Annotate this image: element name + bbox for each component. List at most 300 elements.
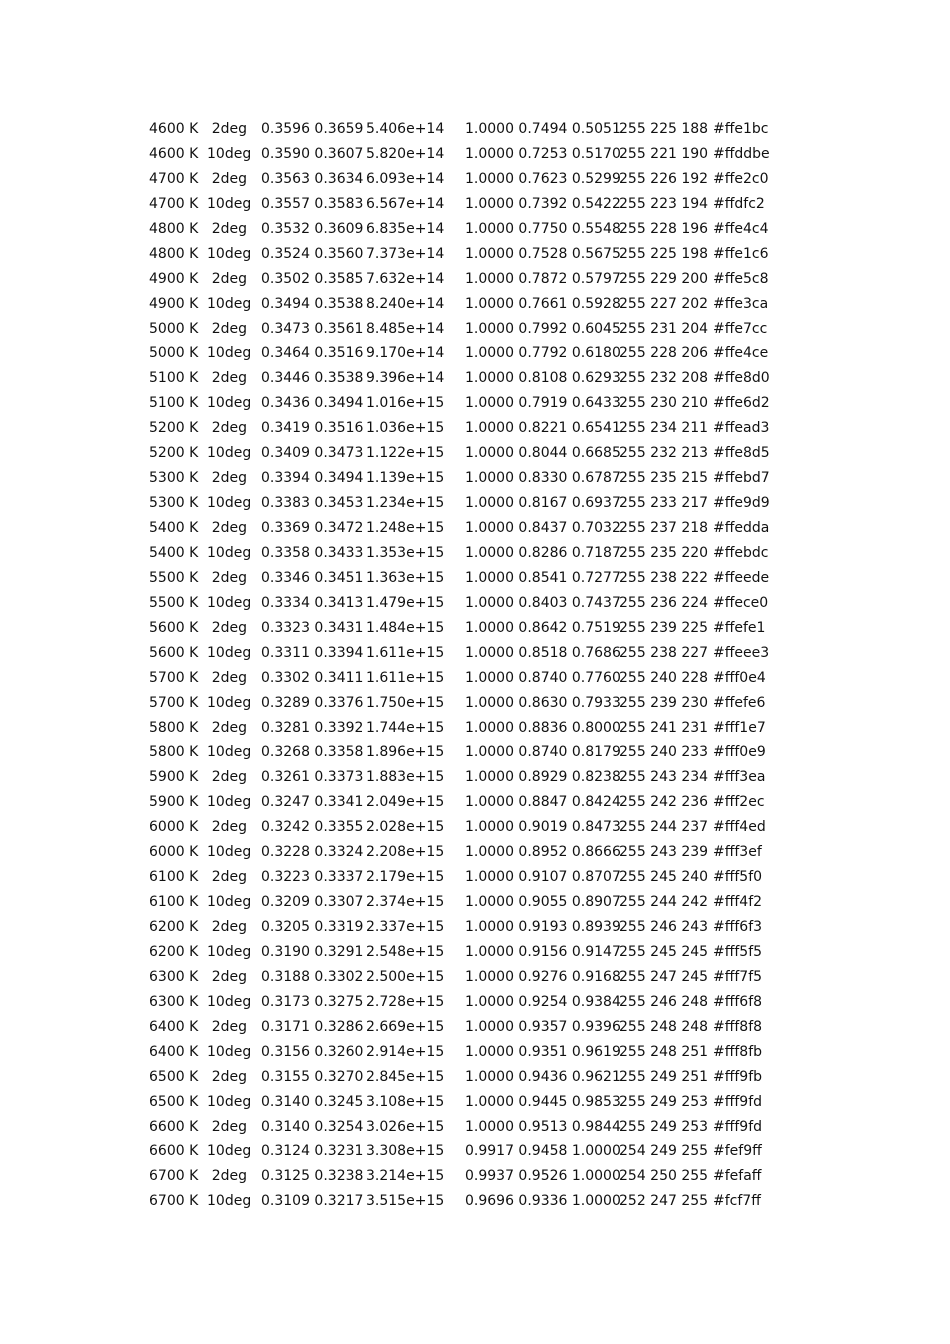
temperature-cell: 5200 K (149, 445, 199, 462)
table-row (148, 466, 788, 491)
observer-cell: 10deg (207, 145, 252, 162)
rgb-cell: 255 242 236 (619, 794, 709, 811)
rgb-cell: 255 232 208 (619, 370, 709, 387)
chromaticity-cell: 0.3173 0.3275 (261, 993, 364, 1010)
chromaticity-cell: 0.3532 0.3609 (261, 220, 364, 237)
observer-cell: 10deg (207, 894, 252, 911)
power-cell: 7.632e+14 (366, 270, 445, 287)
hex-color-cell: #fff1e7 (713, 719, 766, 736)
chromaticity-cell: 0.3419 0.3516 (261, 420, 364, 437)
temperature-cell: 4800 K (149, 245, 199, 262)
rgb-cell: 255 240 233 (619, 744, 709, 761)
hex-color-cell: #fff0e9 (713, 744, 766, 761)
chromaticity-cell: 0.3473 0.3561 (261, 320, 364, 337)
hex-color-cell: #fef9ff (713, 1143, 762, 1160)
observer-cell: 10deg (207, 993, 252, 1010)
chromaticity-cell: 0.3494 0.3538 (261, 295, 364, 312)
observer-cell: 2deg (211, 470, 247, 487)
observer-cell: 2deg (211, 320, 247, 337)
hex-color-cell: #ffe1c6 (713, 245, 769, 262)
temperature-cell: 5300 K (149, 495, 199, 512)
chromaticity-cell: 0.3228 0.3324 (261, 844, 364, 861)
hex-color-cell: #ffe3ca (713, 295, 769, 312)
power-cell: 3.515e+15 (366, 1193, 445, 1210)
temperature-cell: 5900 K (149, 769, 199, 786)
observer-cell: 10deg (207, 195, 252, 212)
rgb-cell: 255 238 227 (619, 644, 709, 661)
chromaticity-cell: 0.3247 0.3341 (261, 794, 364, 811)
power-cell: 1.883e+15 (366, 769, 445, 786)
rgb-cell: 255 230 210 (619, 395, 709, 412)
power-cell: 1.896e+15 (366, 744, 445, 761)
temperature-cell: 5800 K (149, 719, 199, 736)
power-cell: 2.914e+15 (366, 1043, 445, 1060)
table-row (148, 940, 788, 965)
table-row (148, 142, 788, 167)
power-cell: 2.548e+15 (366, 943, 445, 960)
power-cell: 3.308e+15 (366, 1143, 445, 1160)
rgb-cell: 255 241 231 (619, 719, 709, 736)
chromaticity-cell: 0.3261 0.3373 (261, 769, 364, 786)
table-row (148, 840, 788, 865)
temperature-cell: 6700 K (149, 1168, 199, 1185)
rgb-cell: 255 245 245 (619, 943, 709, 960)
observer-cell: 10deg (207, 644, 252, 661)
rgb-cell: 255 237 218 (619, 520, 709, 536)
hex-color-cell: #ffeede (713, 569, 770, 586)
rgb-cell: 255 248 248 (619, 1018, 709, 1035)
hex-color-cell: #fcf7ff (713, 1193, 761, 1210)
table-row (148, 1115, 788, 1140)
temperature-cell: 6600 K (149, 1118, 199, 1135)
hex-color-cell: #fff9fb (713, 1068, 763, 1085)
rgb-cell: 255 248 251 (619, 1043, 709, 1060)
normalized-rgb-cell: 1.0000 0.9357 0.9396 (465, 1018, 621, 1035)
observer-cell: 2deg (211, 968, 247, 985)
rgb-cell: 255 245 240 (619, 869, 709, 886)
table-row (148, 541, 788, 566)
table-row (148, 616, 788, 641)
observer-cell: 10deg (207, 794, 252, 811)
rgb-cell: 255 238 222 (619, 569, 709, 586)
observer-cell: 2deg (211, 819, 247, 836)
rgb-cell: 255 246 243 (619, 919, 709, 935)
table-row (148, 915, 788, 940)
table-row (148, 391, 788, 416)
power-cell: 1.353e+15 (366, 544, 445, 561)
power-cell: 3.214e+15 (366, 1168, 445, 1185)
observer-cell: 10deg (207, 1193, 252, 1210)
chromaticity-cell: 0.3563 0.3634 (261, 170, 364, 187)
table-row (148, 815, 788, 840)
normalized-rgb-cell: 1.0000 0.8518 0.7686 (465, 644, 621, 661)
normalized-rgb-cell: 1.0000 0.8221 0.6541 (465, 420, 621, 437)
chromaticity-cell: 0.3334 0.3413 (261, 594, 364, 611)
normalized-rgb-cell: 1.0000 0.8836 0.8000 (465, 719, 621, 736)
temperature-cell: 5500 K (149, 569, 199, 586)
normalized-rgb-cell: 0.9696 0.9336 1.0000 (465, 1193, 621, 1210)
rgb-cell: 255 243 239 (619, 844, 709, 861)
chromaticity-cell: 0.3223 0.3337 (261, 869, 364, 886)
rgb-cell: 255 244 242 (619, 894, 709, 911)
normalized-rgb-cell: 0.9917 0.9458 1.0000 (465, 1143, 621, 1160)
rgb-cell: 255 249 253 (619, 1093, 709, 1110)
observer-cell: 2deg (211, 619, 247, 636)
rgb-cell: 255 228 206 (619, 345, 709, 362)
rgb-cell: 255 249 251 (619, 1068, 709, 1085)
observer-cell: 2deg (211, 919, 247, 935)
hex-color-cell: #fff8f8 (713, 1018, 763, 1035)
chromaticity-cell: 0.3124 0.3231 (261, 1143, 364, 1160)
table-row (148, 441, 788, 466)
hex-color-cell: #fff3ef (713, 844, 762, 861)
rgb-cell: 255 247 245 (619, 968, 709, 985)
hex-color-cell: #fff6f3 (713, 919, 763, 935)
chromaticity-cell: 0.3205 0.3319 (261, 919, 364, 935)
table-row (148, 366, 788, 391)
normalized-rgb-cell: 1.0000 0.9156 0.9147 (465, 943, 621, 960)
hex-color-cell: #ffe9d9 (713, 495, 770, 512)
hex-color-cell: #ffdfc2 (713, 195, 765, 212)
chromaticity-cell: 0.3502 0.3585 (261, 270, 364, 287)
chromaticity-cell: 0.3171 0.3286 (261, 1018, 364, 1035)
chromaticity-cell: 0.3358 0.3433 (261, 544, 364, 561)
normalized-rgb-cell: 1.0000 0.7992 0.6045 (465, 320, 621, 337)
observer-cell: 10deg (207, 295, 252, 312)
power-cell: 2.845e+15 (366, 1068, 445, 1085)
normalized-rgb-cell: 1.0000 0.8740 0.7760 (465, 669, 621, 686)
hex-color-cell: #fff6f8 (713, 993, 763, 1010)
table-row (148, 716, 788, 741)
temperature-cell: 4900 K (149, 270, 199, 287)
observer-cell: 2deg (211, 1068, 247, 1085)
chromaticity-cell: 0.3242 0.3355 (261, 819, 364, 836)
normalized-rgb-cell: 1.0000 0.8541 0.7277 (465, 569, 621, 586)
chromaticity-cell: 0.3140 0.3254 (261, 1118, 364, 1135)
power-cell: 9.170e+14 (366, 345, 445, 362)
normalized-rgb-cell: 1.0000 0.8929 0.8238 (465, 769, 621, 786)
observer-cell: 10deg (207, 1043, 252, 1060)
table-row (148, 641, 788, 666)
rgb-cell: 255 231 204 (619, 320, 709, 337)
table-row (148, 516, 788, 541)
temperature-cell: 5400 K (149, 544, 199, 561)
rgb-cell: 255 244 237 (619, 819, 709, 836)
chromaticity-cell: 0.3369 0.3472 (261, 520, 364, 536)
observer-cell: 2deg (211, 370, 247, 387)
table-row (148, 965, 788, 990)
temperature-cell: 5100 K (149, 395, 199, 412)
hex-color-cell: #ffe6d2 (713, 395, 770, 412)
rgb-cell: 255 235 215 (619, 470, 709, 487)
table-row (148, 292, 788, 317)
normalized-rgb-cell: 1.0000 0.8642 0.7519 (465, 619, 621, 636)
hex-color-cell: #fff9fd (713, 1093, 763, 1110)
hex-color-cell: #ffe1bc (713, 121, 769, 137)
observer-cell: 10deg (207, 594, 252, 611)
table-row (148, 117, 788, 142)
hex-color-cell: #fff3ea (713, 769, 766, 786)
hex-color-cell: #fff5f0 (713, 869, 763, 886)
chromaticity-cell: 0.3281 0.3392 (261, 719, 364, 736)
table-row (148, 566, 788, 591)
rgb-cell: 255 225 188 (619, 121, 709, 137)
power-cell: 2.669e+15 (366, 1018, 445, 1035)
power-cell: 2.049e+15 (366, 794, 445, 811)
rgb-cell: 255 240 228 (619, 669, 709, 686)
table-row (148, 1090, 788, 1115)
normalized-rgb-cell: 1.0000 0.8286 0.7187 (465, 544, 621, 561)
normalized-rgb-cell: 1.0000 0.9513 0.9844 (465, 1118, 621, 1135)
rgb-cell: 255 233 217 (619, 495, 709, 512)
observer-cell: 2deg (211, 569, 247, 586)
power-cell: 6.567e+14 (366, 195, 445, 212)
hex-color-cell: #ffead3 (713, 420, 770, 437)
table-row (148, 740, 788, 765)
table-row (148, 1189, 788, 1214)
rgb-cell: 255 246 248 (619, 993, 709, 1010)
power-cell: 8.240e+14 (366, 295, 445, 312)
chromaticity-cell: 0.3268 0.3358 (261, 744, 364, 761)
temperature-cell: 5200 K (149, 420, 199, 437)
table-row (148, 865, 788, 890)
chromaticity-cell: 0.3188 0.3302 (261, 968, 364, 985)
normalized-rgb-cell: 1.0000 0.9254 0.9384 (465, 993, 621, 1010)
power-cell: 1.750e+15 (366, 694, 445, 711)
rgb-cell: 255 229 200 (619, 270, 709, 287)
observer-cell: 10deg (207, 495, 252, 512)
chromaticity-cell: 0.3590 0.3607 (261, 145, 364, 162)
power-cell: 1.122e+15 (366, 445, 445, 462)
chromaticity-cell: 0.3190 0.3291 (261, 943, 364, 960)
rgb-cell: 254 249 255 (619, 1143, 709, 1160)
table-row (148, 416, 788, 441)
temperature-cell: 5800 K (149, 744, 199, 761)
power-cell: 2.374e+15 (366, 894, 445, 911)
temperature-cell: 4700 K (149, 195, 199, 212)
hex-color-cell: #fff7f5 (713, 968, 763, 985)
table-row (148, 591, 788, 616)
table-row (148, 1015, 788, 1040)
normalized-rgb-cell: 1.0000 0.7623 0.5299 (465, 170, 621, 187)
temperature-cell: 5900 K (149, 794, 199, 811)
hex-color-cell: #fff8fb (713, 1043, 763, 1060)
rgb-cell: 255 239 225 (619, 619, 709, 636)
hex-color-cell: #ffefe6 (713, 694, 766, 711)
power-cell: 1.234e+15 (366, 495, 445, 512)
temperature-cell: 4800 K (149, 220, 199, 237)
rgb-cell: 254 250 255 (619, 1168, 709, 1185)
chromaticity-cell: 0.3557 0.3583 (261, 195, 364, 212)
power-cell: 9.396e+14 (366, 370, 445, 387)
table-row (148, 1065, 788, 1090)
observer-cell: 10deg (207, 345, 252, 362)
observer-cell: 2deg (211, 869, 247, 886)
hex-color-cell: #ffedda (713, 520, 770, 536)
observer-cell: 2deg (211, 1118, 247, 1135)
chromaticity-cell: 0.3323 0.3431 (261, 619, 364, 636)
temperature-cell: 4700 K (149, 170, 199, 187)
normalized-rgb-cell: 1.0000 0.8437 0.7032 (465, 520, 621, 536)
hex-color-cell: #ffe5c8 (713, 270, 769, 287)
hex-color-cell: #ffe8d0 (713, 370, 770, 387)
blackbody-color-table (148, 117, 788, 1214)
hex-color-cell: #ffe4c4 (713, 220, 769, 237)
rgb-cell: 255 236 224 (619, 594, 709, 611)
hex-color-cell: #fff4ed (713, 819, 766, 836)
chromaticity-cell: 0.3394 0.3494 (261, 470, 364, 487)
chromaticity-cell: 0.3464 0.3516 (261, 345, 364, 362)
observer-cell: 2deg (211, 1018, 247, 1035)
normalized-rgb-cell: 1.0000 0.7494 0.5051 (465, 121, 621, 137)
hex-color-cell: #ffe4ce (713, 345, 769, 362)
observer-cell: 10deg (207, 744, 252, 761)
hex-color-cell: #fff0e4 (713, 669, 766, 686)
hex-color-cell: #ffe2c0 (713, 170, 769, 187)
chromaticity-cell: 0.3409 0.3473 (261, 445, 364, 462)
temperature-cell: 5000 K (149, 320, 199, 337)
power-cell: 3.108e+15 (366, 1093, 445, 1110)
normalized-rgb-cell: 1.0000 0.9055 0.8907 (465, 894, 621, 911)
power-cell: 1.479e+15 (366, 594, 445, 611)
table-row (148, 192, 788, 217)
power-cell: 2.179e+15 (366, 869, 445, 886)
temperature-cell: 6300 K (149, 968, 199, 985)
chromaticity-cell: 0.3311 0.3394 (261, 644, 364, 661)
rgb-cell: 255 225 198 (619, 245, 709, 262)
normalized-rgb-cell: 1.0000 0.7253 0.5170 (465, 145, 621, 162)
normalized-rgb-cell: 1.0000 0.9276 0.9168 (465, 968, 621, 985)
chromaticity-cell: 0.3596 0.3659 (261, 121, 364, 137)
temperature-cell: 6500 K (149, 1093, 199, 1110)
hex-color-cell: #ffebdc (713, 544, 769, 561)
observer-cell: 10deg (207, 245, 252, 262)
table-row (148, 691, 788, 716)
table-row (148, 1040, 788, 1065)
rgb-cell: 255 239 230 (619, 694, 709, 711)
temperature-cell: 4900 K (149, 295, 199, 312)
chromaticity-cell: 0.3289 0.3376 (261, 694, 364, 711)
normalized-rgb-cell: 0.9937 0.9526 1.0000 (465, 1168, 621, 1185)
observer-cell: 10deg (207, 544, 252, 561)
chromaticity-cell: 0.3436 0.3494 (261, 395, 364, 412)
rgb-cell: 255 223 194 (619, 195, 709, 212)
power-cell: 1.248e+15 (366, 520, 445, 536)
temperature-cell: 6200 K (149, 943, 199, 960)
power-cell: 1.363e+15 (366, 569, 445, 586)
chromaticity-cell: 0.3140 0.3245 (261, 1093, 364, 1110)
table-row (148, 341, 788, 366)
temperature-cell: 6000 K (149, 844, 199, 861)
power-cell: 1.484e+15 (366, 619, 445, 636)
chromaticity-cell: 0.3155 0.3270 (261, 1068, 364, 1085)
hex-color-cell: #fff5f5 (713, 943, 763, 960)
normalized-rgb-cell: 1.0000 0.7750 0.5548 (465, 220, 621, 237)
chromaticity-cell: 0.3383 0.3453 (261, 495, 364, 512)
power-cell: 6.093e+14 (366, 170, 445, 187)
observer-cell: 2deg (211, 420, 247, 437)
table-row (148, 317, 788, 342)
chromaticity-cell: 0.3446 0.3538 (261, 370, 364, 387)
rgb-cell: 255 228 196 (619, 220, 709, 237)
observer-cell: 10deg (207, 445, 252, 462)
chromaticity-cell: 0.3302 0.3411 (261, 669, 364, 686)
rgb-cell: 255 235 220 (619, 544, 709, 561)
normalized-rgb-cell: 1.0000 0.7661 0.5928 (465, 295, 621, 312)
hex-color-cell: #ffddbe (713, 145, 770, 162)
normalized-rgb-cell: 1.0000 0.8952 0.8666 (465, 844, 621, 861)
power-cell: 1.036e+15 (366, 420, 445, 437)
observer-cell: 10deg (207, 694, 252, 711)
table-row (148, 790, 788, 815)
table-row (148, 765, 788, 790)
normalized-rgb-cell: 1.0000 0.9351 0.9619 (465, 1043, 621, 1060)
hex-color-cell: #ffe7cc (713, 320, 768, 337)
normalized-rgb-cell: 1.0000 0.9019 0.8473 (465, 819, 621, 836)
temperature-cell: 6700 K (149, 1193, 199, 1210)
normalized-rgb-cell: 1.0000 0.8403 0.7437 (465, 594, 621, 611)
observer-cell: 2deg (211, 220, 247, 237)
normalized-rgb-cell: 1.0000 0.9436 0.9621 (465, 1068, 621, 1085)
observer-cell: 2deg (211, 121, 247, 137)
normalized-rgb-cell: 1.0000 0.7392 0.5422 (465, 195, 621, 212)
hex-color-cell: #fff2ec (713, 794, 765, 811)
power-cell: 5.406e+14 (366, 121, 445, 137)
chromaticity-cell: 0.3524 0.3560 (261, 245, 364, 262)
normalized-rgb-cell: 1.0000 0.8630 0.7933 (465, 694, 621, 711)
temperature-cell: 5100 K (149, 370, 199, 387)
observer-cell: 2deg (211, 270, 247, 287)
power-cell: 8.485e+14 (366, 320, 445, 337)
observer-cell: 2deg (211, 1168, 247, 1185)
temperature-cell: 4600 K (149, 145, 199, 162)
temperature-cell: 5700 K (149, 694, 199, 711)
normalized-rgb-cell: 1.0000 0.8108 0.6293 (465, 370, 621, 387)
power-cell: 5.820e+14 (366, 145, 445, 162)
table-row (148, 167, 788, 192)
table-row (148, 491, 788, 516)
temperature-cell: 6400 K (149, 1018, 199, 1035)
normalized-rgb-cell: 1.0000 0.8167 0.6937 (465, 495, 621, 512)
observer-cell: 10deg (207, 1143, 252, 1160)
power-cell: 1.611e+15 (366, 644, 445, 661)
normalized-rgb-cell: 1.0000 0.9445 0.9853 (465, 1093, 621, 1110)
observer-cell: 10deg (207, 943, 252, 960)
rgb-cell: 255 234 211 (619, 420, 709, 437)
temperature-cell: 6100 K (149, 869, 199, 886)
hex-color-cell: #fff9fd (713, 1118, 763, 1135)
table-row (148, 990, 788, 1015)
chromaticity-cell: 0.3109 0.3217 (261, 1193, 364, 1210)
chromaticity-cell: 0.3156 0.3260 (261, 1043, 364, 1060)
observer-cell: 2deg (211, 769, 247, 786)
power-cell: 2.500e+15 (366, 968, 445, 985)
power-cell: 1.016e+15 (366, 395, 445, 412)
normalized-rgb-cell: 1.0000 0.7872 0.5797 (465, 270, 621, 287)
power-cell: 2.028e+15 (366, 819, 445, 836)
observer-cell: 2deg (211, 520, 247, 536)
hex-color-cell: #ffebd7 (713, 470, 770, 487)
hex-color-cell: #fff4f2 (713, 894, 763, 911)
observer-cell: 2deg (211, 669, 247, 686)
temperature-cell: 6400 K (149, 1043, 199, 1060)
hex-color-cell: #ffeee3 (713, 644, 770, 661)
rgb-cell: 252 247 255 (619, 1193, 709, 1210)
power-cell: 1.611e+15 (366, 669, 445, 686)
power-cell: 2.208e+15 (366, 844, 445, 861)
temperature-cell: 5300 K (149, 470, 199, 487)
hex-color-cell: #ffece0 (713, 594, 769, 611)
